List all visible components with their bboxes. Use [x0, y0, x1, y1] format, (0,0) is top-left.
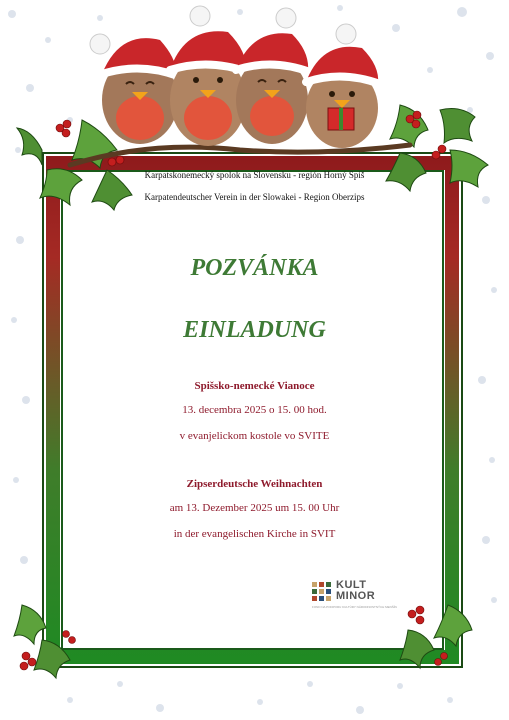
- kultminor-word-kult: KULT: [336, 579, 367, 591]
- kultminor-tagline: FOND NA PODPORU KULTÚRY NÁRODNOSTNÝCH MENŠÍN: [312, 605, 397, 609]
- kultminor-logo-icon: [312, 582, 332, 602]
- event-date-de: am 13. Dezember 2025 um 15. 00 Uhr: [169, 502, 340, 514]
- kultminor-word-minor: MINOR: [336, 590, 376, 602]
- holly-bottom-left: [12, 600, 82, 685]
- kultminor-logo: [312, 580, 402, 610]
- event-name-sk: Spišsko-nemecké Vianoce: [194, 380, 315, 392]
- christmas-birds-illustration: [60, 0, 440, 170]
- event-place-de: in der evangelischen Kirche in SVIT: [173, 528, 336, 540]
- title-slovak: POZVÁNKA: [190, 255, 319, 281]
- event-place-sk: v evanjelickom kostole vo SVITE: [179, 430, 330, 442]
- holly-bottom-right: [398, 600, 478, 675]
- title-german: EINLADUNG: [183, 317, 326, 343]
- kultminor-logo-text: [336, 580, 375, 602]
- organization-name-sk: Karpatskonemecký spolok na Slovensku - región Horný Spiš: [144, 170, 365, 180]
- organization-name-de: Karpatendeutscher Verein in der Slowakei - Region Oberzips: [144, 192, 365, 202]
- event-date-sk: 13. decembra 2025 o 15. 00 hod.: [182, 404, 327, 416]
- event-name-de: Zipserdeutsche Weihnachten: [186, 478, 323, 490]
